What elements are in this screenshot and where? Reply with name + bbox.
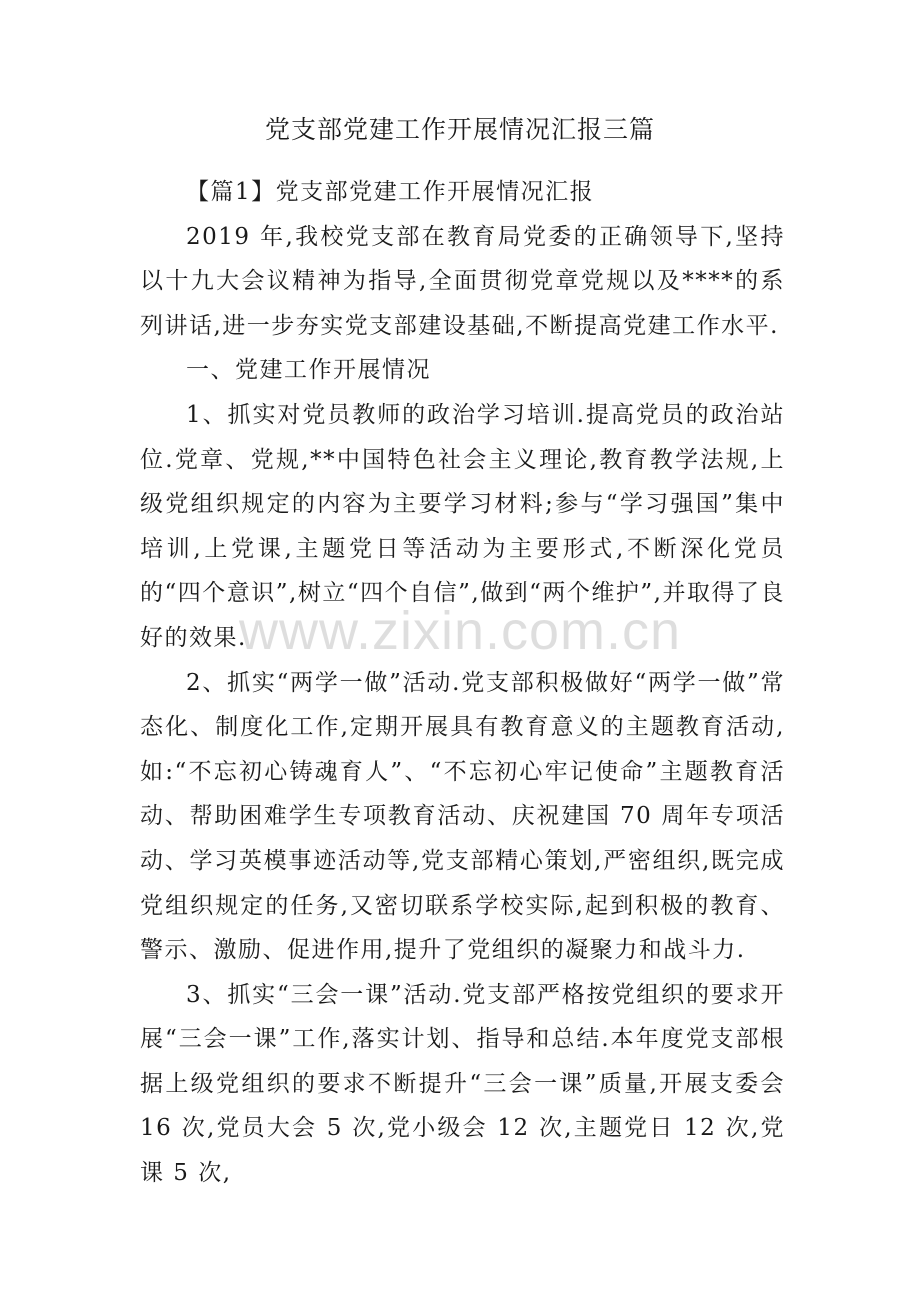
document-body [140,170,785,1196]
intro-paragraph: 2019 年,我校党支部在教育局党委的正确领导下,坚持以十九大会议精神为指导,全面贯彻党章党规以及****的系列讲话,进一步夯实党支部建设基础,不断提高党建工作水平. [140,223,785,339]
part-heading: 一、党建工作开展情况 [186,357,431,384]
item-paragraph-3: 3、抓实“三会一课”活动.党支部严格按党组织的要求开展“三会一课”工作,落实计划、指导和总结.本年度党支部根据上级党组织的要求不断提升“三会一课”质量,开展支委会 16 次,党员大会 5 次,党小级会 12 次,主题党日 12 次,党课 5 次, [140,981,785,1187]
document-title: 党支部党建工作开展情况汇报三篇 [264,115,655,144]
item-paragraph-1: 1、抓实对党员教师的政治学习培训.提高党员的政治站位.党章、党规,**中国特色社会主义理论,教育教学法规,上级党组织规定的内容为主要学习材料;参与“学习强国”集中培训,上党课,主题党日等活动为主要形式,不断深化党员的“四个意识”,树立“四个自信”,做到“两个维护”,并取得了良好的效果. [140,401,785,651]
section-heading: 【篇1】党支部党建工作开展情况汇报 [186,179,595,205]
item-paragraph-2: 2、抓实“两学一做”活动.党支部积极做好“两学一做”常态化、制度化工作,定期开展具有教育意义的主题教育活动,如:“不忘初心铸魂育人”、“不忘初心牢记使命”主题教育活动、帮助困难学生专项教育活动、庆祝建国 70 周年专项活动、学习英模事迹活动等,党支部精心策划,严密组织,既完成党组织规定的任务,又密切联系学校实际,起到积极的教育、警示、激励、促进作用,提升了党组织的凝聚力和战斗力. [140,669,785,964]
watermark: www.zixin.com.cn [238,601,682,661]
